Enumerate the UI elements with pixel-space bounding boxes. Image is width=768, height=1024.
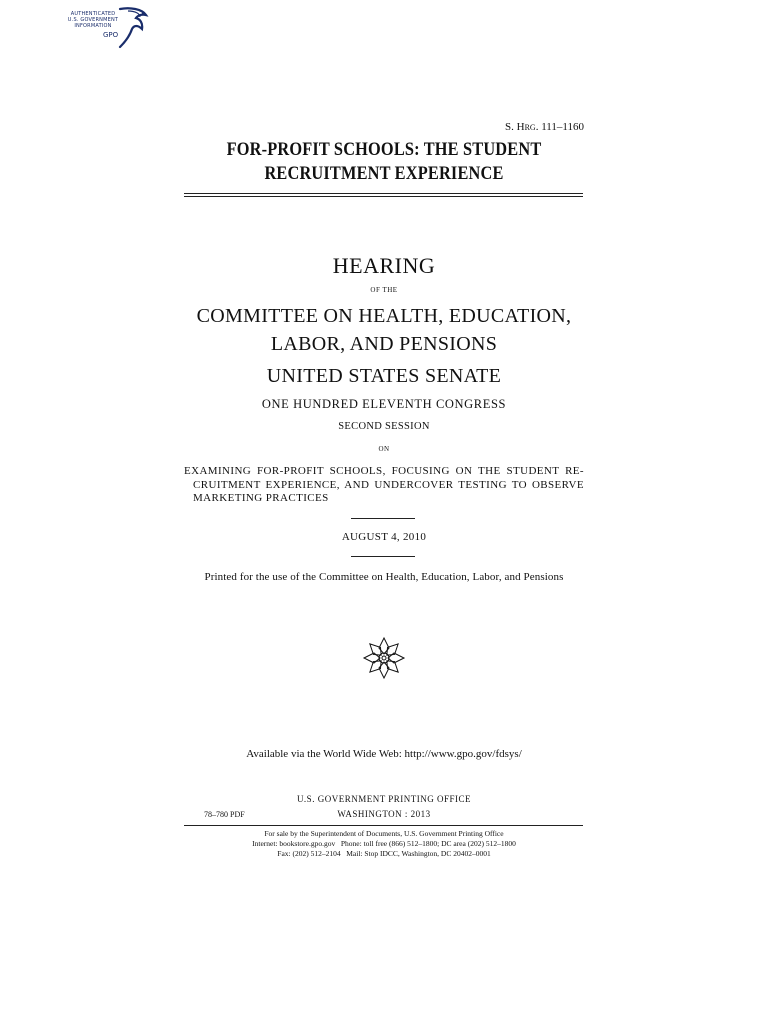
ornament-icon xyxy=(362,636,406,680)
committee-line-1: COMMITTEE ON HEALTH, EDUCATION, xyxy=(196,305,572,327)
committee-line-2: LABOR, AND PENSIONS xyxy=(270,333,498,355)
on-label: ON xyxy=(378,445,390,453)
hearing-heading: HEARING xyxy=(332,253,436,278)
title-double-rule xyxy=(184,193,583,197)
hearing-subject xyxy=(184,465,584,506)
sale-line-2: Internet: bookstore.gpo.gov Phone: toll free (866) 512–1800; DC area (202) 512–1800 xyxy=(252,839,516,848)
committee-name xyxy=(160,302,608,358)
eagle-icon xyxy=(116,5,152,49)
subject-line-1: EXAMINING FOR-PROFIT SCHOOLS, FOCUSING ON THE STUDENT RE- xyxy=(184,465,584,477)
date-rule-bottom xyxy=(351,556,415,557)
stock-number: 78–780 PDF xyxy=(204,810,245,819)
of-the-label: OF THE xyxy=(370,286,398,294)
hearing-number-value: 111–1160 xyxy=(538,121,584,133)
gpo-authentication-seal xyxy=(62,5,150,49)
hearing-date: AUGUST 4, 2010 xyxy=(341,531,427,543)
hearing-number xyxy=(460,121,584,133)
seal-line-1: AUTHENTICATED xyxy=(70,11,116,17)
sale-line-3: Fax: (202) 512–2104 Mail: Stop IDCC, Washington, DC 20402–0001 xyxy=(277,849,491,858)
title-line-1: FOR-PROFIT SCHOOLS: THE STUDENT xyxy=(226,139,542,160)
sale-line-1: For sale by the Superintendent of Documents, U.S. Government Printing Office xyxy=(264,829,504,838)
congress-number: ONE HUNDRED ELEVENTH CONGRESS xyxy=(261,397,507,411)
document-title xyxy=(212,138,556,186)
seal-line-2: U.S. GOVERNMENT xyxy=(67,17,119,23)
printing-office: U.S. GOVERNMENT PRINTING OFFICE xyxy=(296,794,472,804)
senate-name: UNITED STATES SENATE xyxy=(266,365,502,387)
date-rule-top xyxy=(351,518,415,519)
seal-gpo-mark: GPO xyxy=(103,31,119,39)
imprint-place-year: WASHINGTON : 2013 xyxy=(337,809,431,819)
hearing-number-abbrev: Hrg. xyxy=(516,121,539,133)
availability-note: Available via the World Wide Web: http://www.gpo.gov/fdsys/ xyxy=(246,748,522,760)
session-label: SECOND SESSION xyxy=(338,421,430,432)
sale-information xyxy=(184,829,584,859)
title-line-2: RECRUITMENT EXPERIENCE xyxy=(264,163,504,184)
hearing-number-prefix: S. xyxy=(505,121,517,133)
subject-line-3: MARKETING PRACTICES xyxy=(193,492,329,504)
printed-for-note: Printed for the use of the Committee on Health, Education, Labor, and Pensions xyxy=(204,571,564,583)
subject-line-2: CRUITMENT EXPERIENCE, AND UNDERCOVER TESTING TO OBSERVE xyxy=(193,478,584,491)
seal-line-3: INFORMATION xyxy=(74,23,112,29)
imprint-rule xyxy=(184,825,583,826)
